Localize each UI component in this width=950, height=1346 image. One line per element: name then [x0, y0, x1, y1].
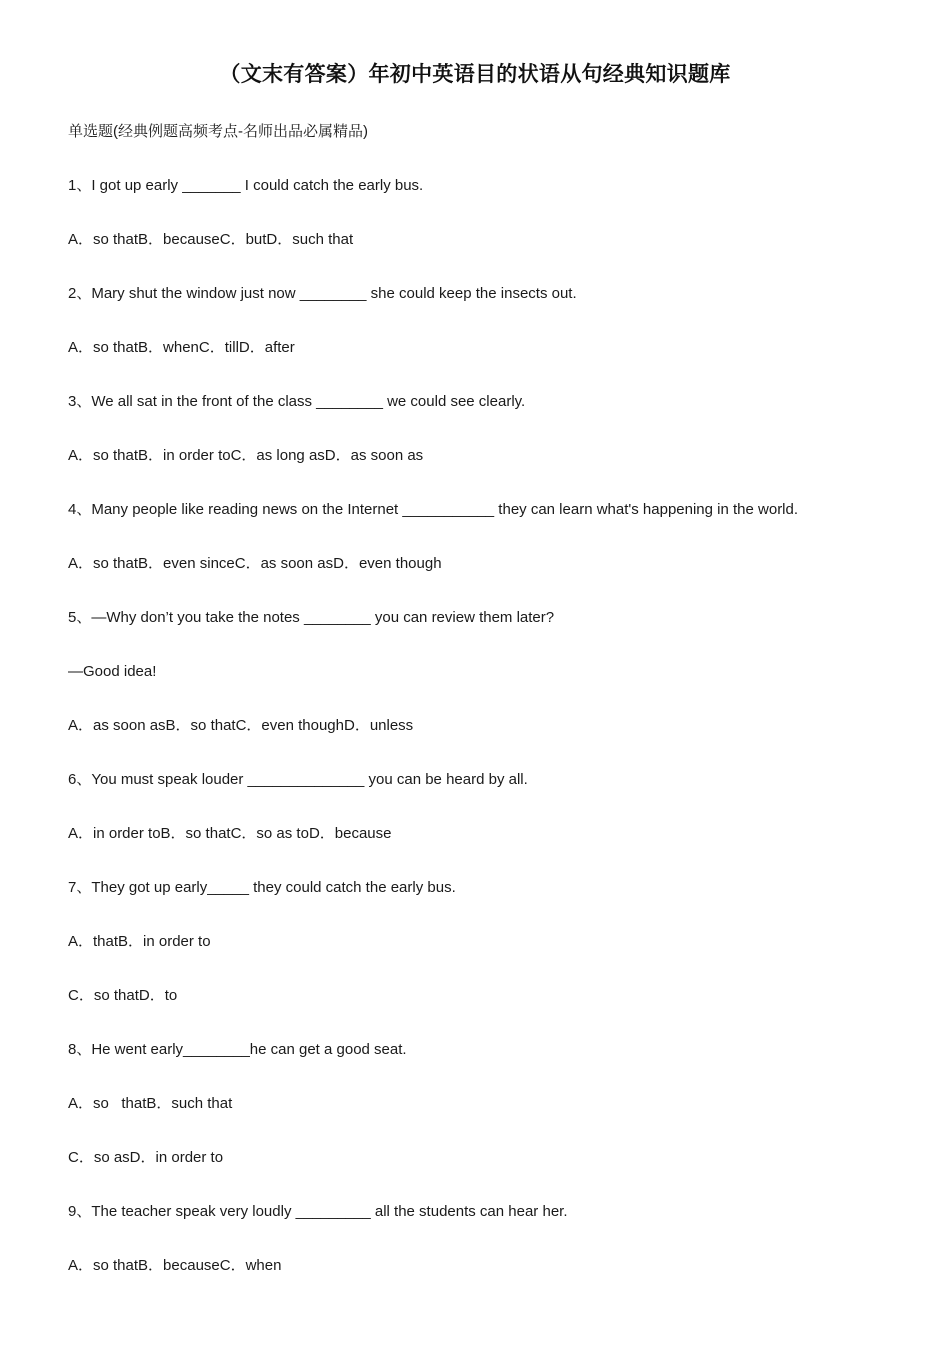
question-1: 1、I got up early _______ I could catch the early bus.: [68, 177, 424, 194]
question-7-options-ab: A．thatB．in order to: [68, 933, 211, 950]
question-7: 7、They got up early_____ they could catch the early bus.: [68, 879, 456, 896]
document-title: （文末有答案）年初中英语目的状语从句经典知识题库: [219, 63, 731, 86]
question-6: 6、You must speak louder ______________ you can be heard by all.: [68, 771, 528, 788]
section-heading: 单选题(经典例题高频考点-名师出品必属精品): [68, 123, 368, 140]
question-6-options: A．in order toB．so thatC．so as toD．because: [68, 825, 392, 842]
question-8-options-cd: C．so asD．in order to: [68, 1149, 224, 1166]
question-5-options: A．as soon asB．so thatC．even thoughD．unless: [68, 717, 414, 734]
question-7-options-cd: C．so thatD．to: [68, 987, 178, 1004]
question-9-options: A．so thatB．becauseC．when: [68, 1257, 282, 1274]
question-8: 8、He went early________he can get a good seat.: [68, 1041, 407, 1058]
question-2-options: A．so thatB．whenC．tillD．after: [68, 339, 295, 356]
question-3: 3、We all sat in the front of the class ________ we could see clearly.: [68, 393, 526, 410]
question-9: 9、The teacher speak very loudly _________ all the students can hear her.: [68, 1203, 568, 1220]
question-5: 5、—Why don’t you take the notes ________ you can review them later?: [68, 609, 555, 626]
question-8-options-ab: A．so thatB．such that: [68, 1095, 233, 1112]
question-5-reply: —Good idea!: [68, 663, 157, 680]
question-3-options: A．so thatB．in order toC．as long asD．as soon as: [68, 447, 424, 464]
question-1-options: A．so thatB．becauseC．butD．such that: [68, 231, 354, 248]
question-2: 2、Mary shut the window just now ________ she could keep the insects out.: [68, 285, 577, 302]
question-4-options: A．so thatB．even sinceC．as soon asD．even though: [68, 555, 442, 572]
question-4: 4、Many people like reading news on the Internet ___________ they can learn what's happening in the world.: [68, 501, 799, 518]
